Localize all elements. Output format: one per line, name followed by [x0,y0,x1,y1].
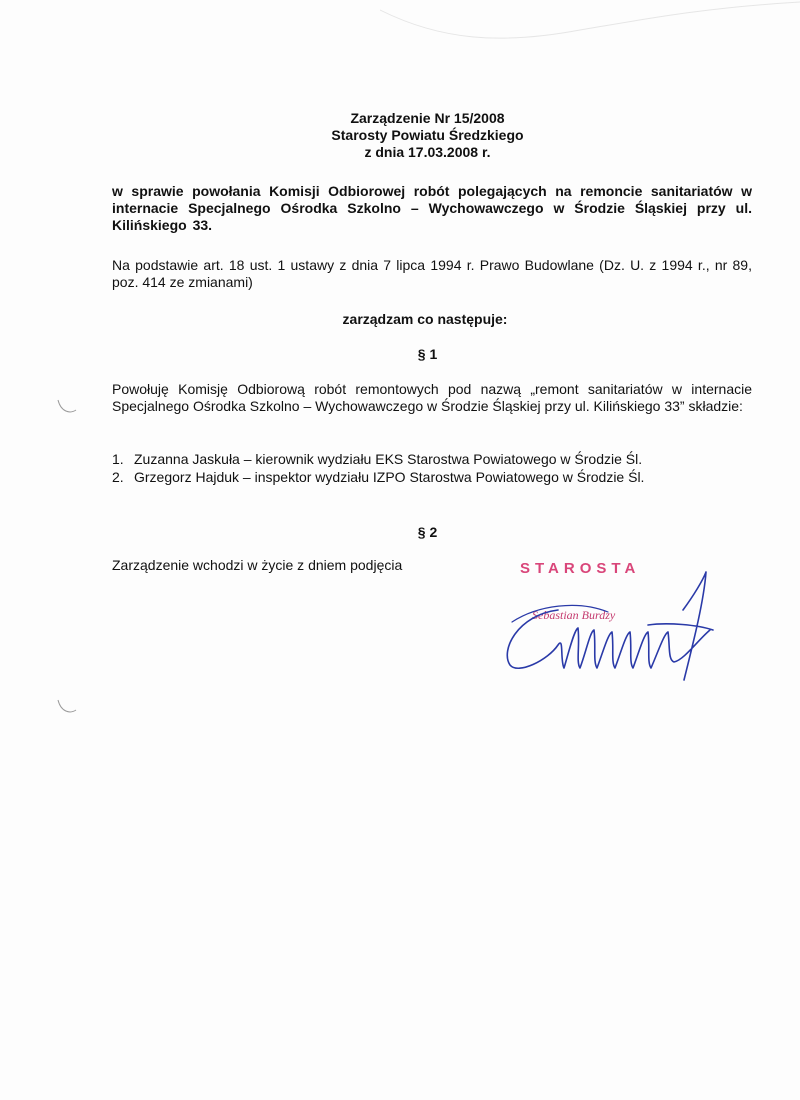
document-header [0,110,800,161]
legal-basis: Na podstawie art. 18 ust. 1 ustawy z dnia 7 lipca 1994 r. Prawo Budowlane (Dz. U. z 1994 r., nr 89, poz. 414 ze zmianami) [112,257,752,290]
list-item-number: 1. [112,451,124,467]
list-item-number: 2. [112,469,124,485]
committee-members-list [112,450,752,486]
list-item-text: Grzegorz Hajduk – inspektor wydziału IZPO Starostwa Powiatowego w Środzie Śl. [134,469,645,485]
issuer: Starosty Powiatu Średzkiego [331,127,524,143]
section-2-text: Zarządzenie wchodzi w życie z dniem podjęcia [112,557,403,573]
punch-hole-mark-icon [56,398,78,416]
section-2-heading: § 2 [417,524,438,540]
stamp-name: Sebastian Burdzy [532,608,616,622]
page-edge-shadow-icon [380,0,800,50]
punch-hole-mark-icon [56,698,78,716]
list-item [112,468,752,486]
ordinance-subject: w sprawie powołania Komisji Odbiorowej robót polegających na remoncie sanitariatów w internacie Specjalnego Ośrodka Szkolno – Wychowawczego w Środzie Śląskiej przy ul. Kilińskiego 33. [112,183,752,233]
decree-phrase: zarządzam co następuje: [342,311,508,327]
stamp-title: STAROSTA [520,560,641,577]
section-1-text: Powołuję Komisję Odbiorową robót remontowych pod nazwą „remont sanitariatów w internacie Specjalnego Ośrodka Szkolno – Wychowawczego w Środzie Śląskiej przy ul. Kilińskiego 33” składzie: [112,381,752,414]
signature-icon [498,570,728,690]
section-1-heading: § 1 [417,346,438,362]
ordinance-number: Zarządzenie Nr 15/2008 [350,110,505,126]
list-item [112,450,752,468]
list-item-text: Zuzanna Jaskuła – kierownik wydziału EKS Starostwa Powiatowego w Środzie Śl. [134,451,643,467]
ordinance-date: z dnia 17.03.2008 r. [364,144,491,160]
